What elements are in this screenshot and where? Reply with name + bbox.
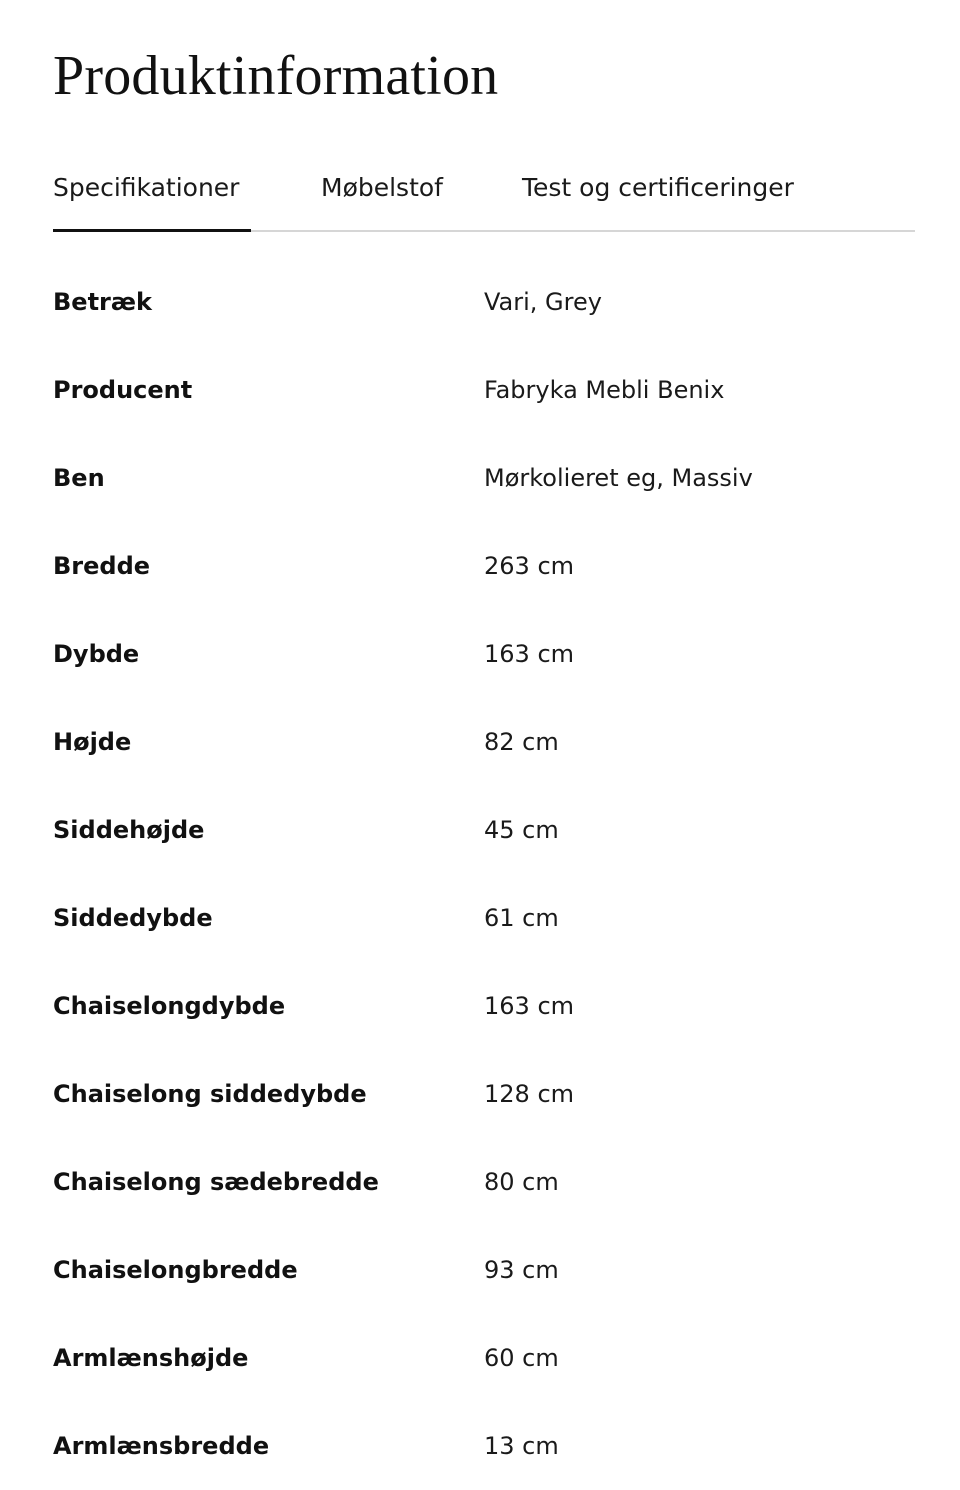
- page-title: Produktinformation: [53, 45, 499, 107]
- spec-label: Siddedybde: [53, 904, 213, 932]
- spec-row-chaiselong-saedebredde: [53, 1138, 915, 1226]
- spec-label: Chaiselongdybde: [53, 992, 286, 1020]
- tab-mobelstof[interactable]: Møbelstof: [321, 173, 443, 202]
- spec-value: Fabryka Mebli Benix: [484, 376, 725, 404]
- spec-row-ben: [53, 434, 915, 522]
- spec-value: 163 cm: [484, 992, 575, 1020]
- active-tab-indicator: [53, 229, 251, 232]
- spec-value: 263 cm: [484, 552, 575, 580]
- spec-value: 163 cm: [484, 640, 575, 668]
- spec-label: Højde: [53, 728, 132, 756]
- spec-value: 45 cm: [484, 816, 559, 844]
- spec-row-betraek: [53, 258, 915, 346]
- spec-value: Vari, Grey: [484, 288, 602, 316]
- spec-label: Chaiselong siddedybde: [53, 1080, 367, 1108]
- spec-label: Bredde: [53, 552, 151, 580]
- spec-row-dybde: [53, 610, 915, 698]
- spec-label: Ben: [53, 464, 105, 492]
- spec-label: Chaiselong sædebredde: [53, 1168, 379, 1196]
- spec-label: Armlænsbredde: [53, 1432, 270, 1460]
- spec-value: 80 cm: [484, 1168, 559, 1196]
- spec-row-producent: [53, 346, 915, 434]
- spec-row-chaiselongdybde: [53, 962, 915, 1050]
- spec-value: 13 cm: [484, 1432, 559, 1460]
- spec-row-bredde: [53, 522, 915, 610]
- tab-specifikationer[interactable]: Specifikationer: [53, 173, 240, 202]
- specifications-list: [53, 258, 915, 1490]
- spec-label: Chaiselongbredde: [53, 1256, 298, 1284]
- tab-test-og-certificeringer[interactable]: Test og certificeringer: [522, 173, 794, 202]
- spec-label: Armlænshøjde: [53, 1344, 249, 1372]
- spec-label: Producent: [53, 376, 193, 404]
- tab-bar: [53, 160, 915, 232]
- spec-label: Dybde: [53, 640, 140, 668]
- spec-row-armlaensbredde: [53, 1402, 915, 1490]
- spec-row-chaiselongbredde: [53, 1226, 915, 1314]
- spec-row-hojde: [53, 698, 915, 786]
- spec-row-chaiselong-siddedybde: [53, 1050, 915, 1138]
- spec-row-siddedybde: [53, 874, 915, 962]
- spec-value: 128 cm: [484, 1080, 575, 1108]
- spec-row-siddehojde: [53, 786, 915, 874]
- spec-value: 93 cm: [484, 1256, 559, 1284]
- spec-value: 61 cm: [484, 904, 559, 932]
- spec-value: 82 cm: [484, 728, 559, 756]
- spec-label: Siddehøjde: [53, 816, 205, 844]
- spec-value: 60 cm: [484, 1344, 559, 1372]
- spec-label: Betræk: [53, 288, 152, 316]
- spec-value: Mørkolieret eg, Massiv: [484, 464, 753, 492]
- spec-row-armlaenshojde: [53, 1314, 915, 1402]
